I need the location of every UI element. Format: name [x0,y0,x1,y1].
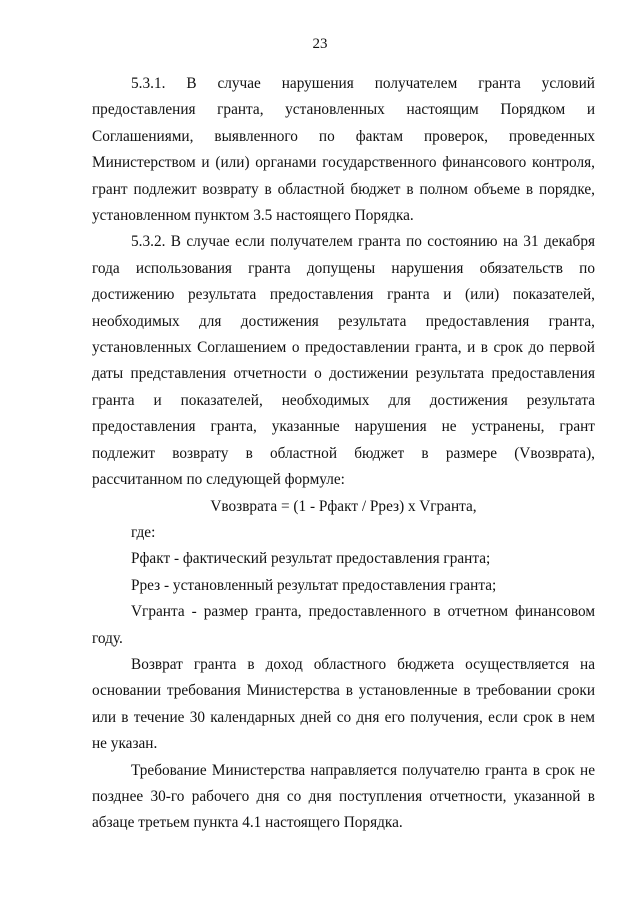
paragraph-return: Возврат гранта в доход областного бюджета осуществляется на основании требования Министерства в установленные в требовании сроки или в течение 30 календарных дней со дня его получения, если срок в нем не указан. [92,655,595,753]
formula: Vвозврата = (1 - Рфакт / Ррез) x Vгранта, [210,497,477,515]
paragraph-5-3-2: 5.3.2. В случае если получателем гранта по состоянию на 31 декабря года использования гранта допущены нарушения обязательств по достижению результата предоставления гранта и (или) показателей, необходимых для достижения результата предоставления гранта, установленных Соглашением о предоставлении гранта, и в срок до первой даты представления отчетности о достижении результата предоставления гранта и показателей, необходимых для достижения результата предоставления гранта, указанные нарушения не устранены, грант подлежит возврату в областной бюджет в размере (Vвозврата), рассчитанном по следующей формуле: [92,233,595,489]
definition-rfakt: Рфакт - фактический результат предоставления гранта; [131,550,491,568]
definition-vgranta: Vгранта - размер гранта, предоставленного в отчетном финансовом году. [92,603,595,647]
document-body [92,71,595,837]
paragraph-requirement: Требование Министерства направляется получателю гранта в срок не позднее 30-го рабочего дня со дня поступления отчетности, указанной в абзаце третьем пункта 4.1 настоящего Порядка. [92,761,595,832]
where-label: где: [131,523,156,541]
page-number: 23 [312,36,328,52]
paragraph-5-3-1: 5.3.1. В случае нарушения получателем гранта условий предоставления гранта, установленных настоящим Порядком и Соглашениями, выявленного по фактам проверок, проведенных Министерством и (или) органами государственного финансового контроля, грант подлежит возврату в областной бюджет в полном объеме в порядке, установленном пунктом 3.5 настоящего Порядка. [92,75,595,225]
definition-rrez: Ррез - установленный результат предоставления гранта; [131,576,497,594]
